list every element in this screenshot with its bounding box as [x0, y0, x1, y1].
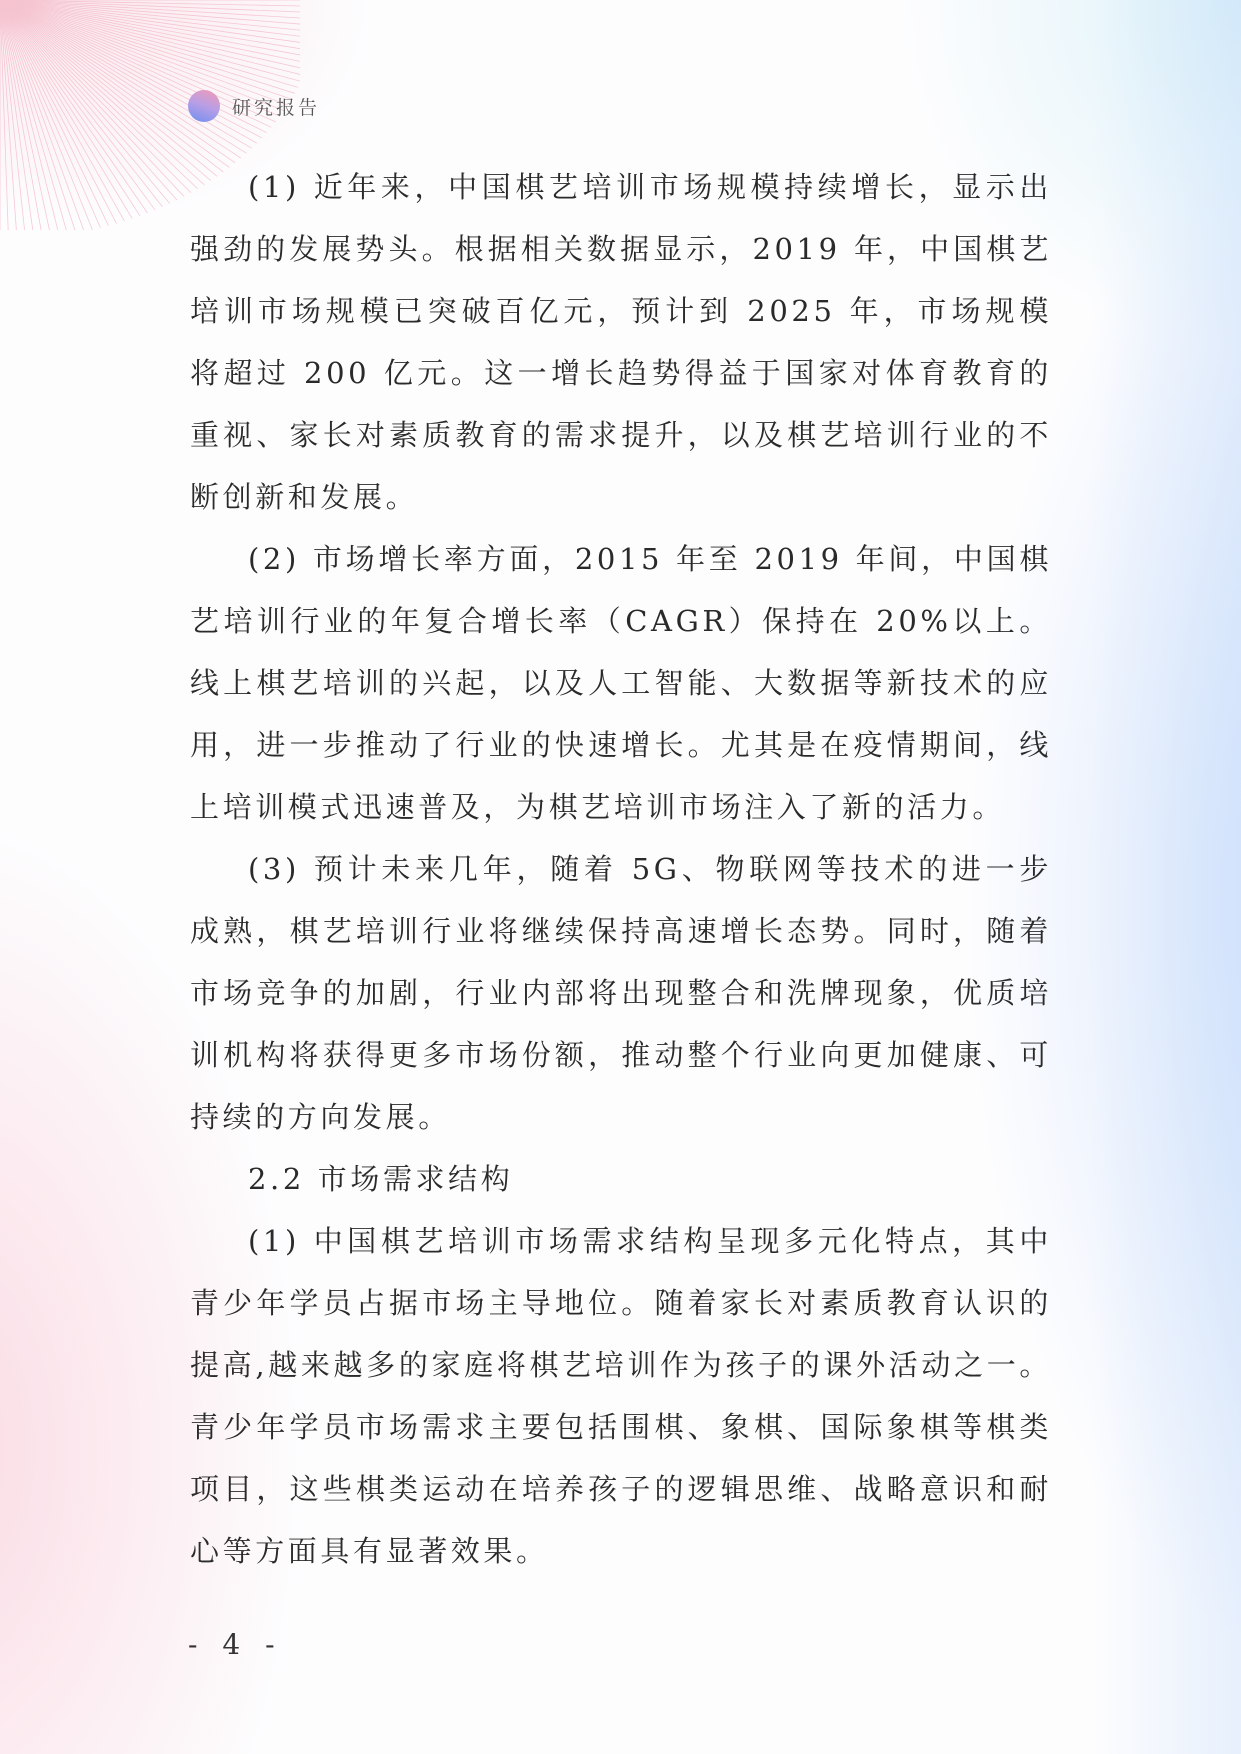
document-body	[190, 156, 1052, 1582]
paragraph-1: (1) 近年来，中国棋艺培训市场规模持续增长，显示出强劲的发展势头。根据相关数据显示，2019 年，中国棋艺培训市场规模已突破百亿元，预计到 2025 年，市场规模将超过 200 亿元。这一增长趋势得益于国家对体育教育的重视、家长对素质教育的需求提升，以及棋艺培训行业的不断创新和发展。	[190, 170, 1052, 514]
section-heading: 2.2 市场需求结构	[248, 1162, 514, 1196]
logo-circle-icon	[188, 90, 220, 122]
paragraph-4: (1) 中国棋艺培训市场需求结构呈现多元化特点，其中青少年学员占据市场主导地位。随着家长对素质教育认识的提高,越来越多的家庭将棋艺培训作为孩子的课外活动之一。青少年学员市场需求主要包括围棋、象棋、国际象棋等棋类项目，这些棋类运动在培养孩子的逻辑思维、战略意识和耐心等方面具有显著效果。	[190, 1224, 1052, 1568]
paragraph-2: (2) 市场增长率方面，2015 年至 2019 年间，中国棋艺培训行业的年复合增长率（CAGR）保持在 20%以上。线上棋艺培训的兴起，以及人工智能、大数据等新技术的应用，进一步推动了行业的快速增长。尤其是在疫情期间，线上培训模式迅速普及，为棋艺培训市场注入了新的活力。	[190, 542, 1052, 824]
page-number: - 4 -	[188, 1628, 283, 1661]
header-title: 研究报告	[232, 96, 321, 119]
page-header	[188, 90, 320, 122]
paragraph-3: (3) 预计未来几年，随着 5G、物联网等技术的进一步成熟，棋艺培训行业将继续保持高速增长态势。同时，随着市场竞争的加剧，行业内部将出现整合和洗牌现象，优质培训机构将获得更多市场份额，推动整个行业向更加健康、可持续的方向发展。	[190, 852, 1052, 1134]
decorative-right-gradient	[1091, 0, 1241, 1754]
